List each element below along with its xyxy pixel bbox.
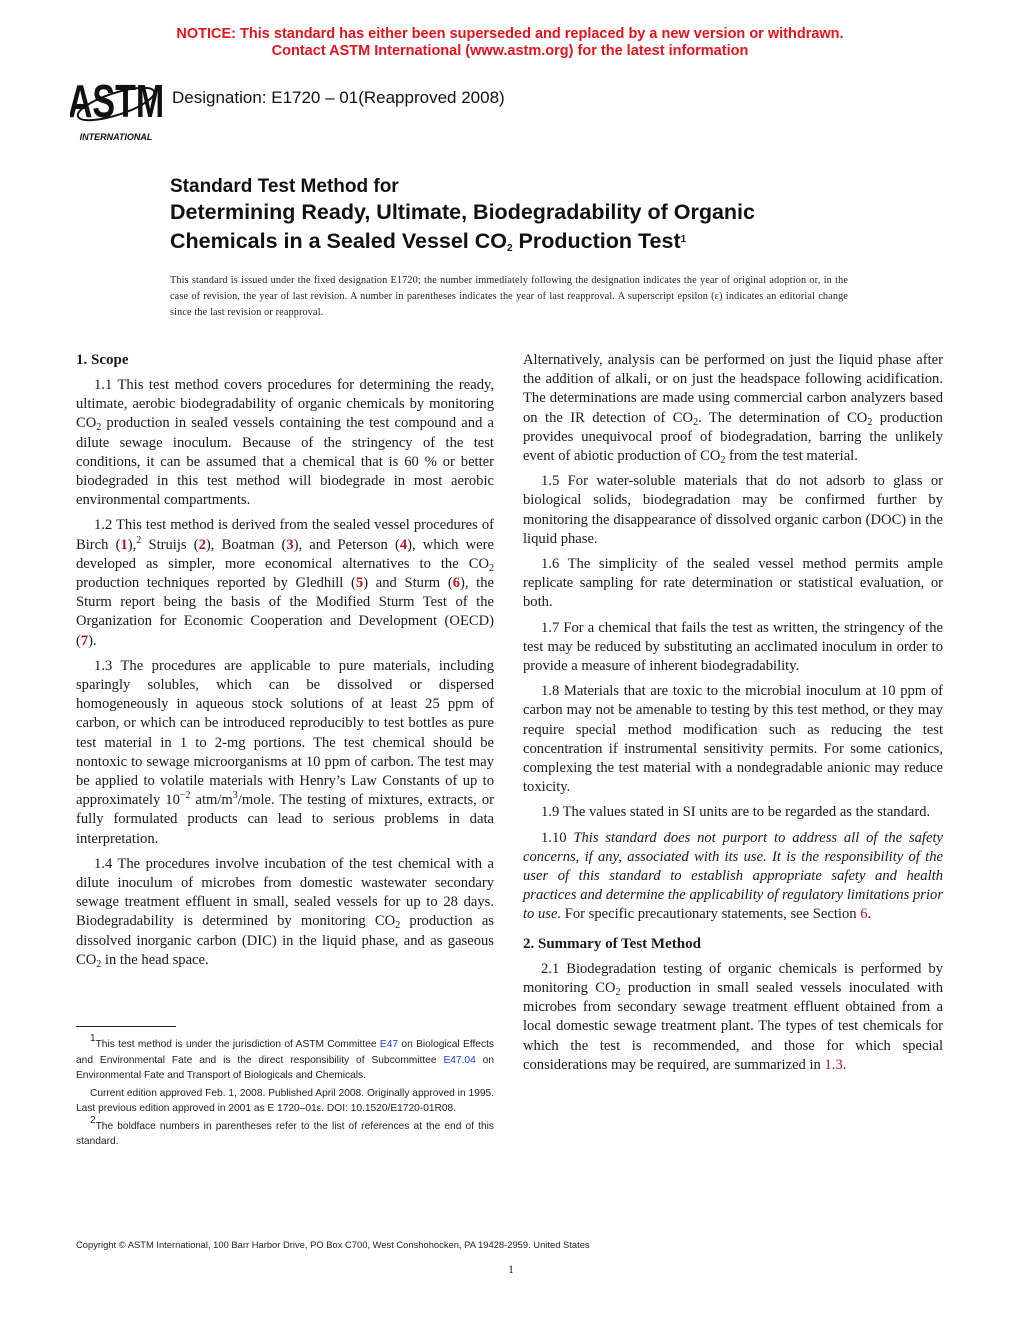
reference-link-3[interactable]: 3 — [286, 536, 294, 553]
paragraph-1-8: 1.8 Materials that are toxic to the microbial inoculum at 10 ppm of carbon may not be amenable to testing by this test method, or they may require special method modification such as reducing the test concentration if instrumental sensitivity permits. For some cationics, complexing the test material with a nondegradable anionic may reduce toxicity. — [523, 683, 943, 796]
svg-text:ASTM: ASTM — [70, 75, 162, 128]
section-1-3-link[interactable]: 1.3 — [824, 1056, 843, 1073]
paragraph-1-5: 1.5 For water-soluble materials that do not adsorb to glass or biological solids, biodegradation may be confirmed further by monitoring the disappearance of dissolved organic carbon (DOC) in the liquid phase. — [523, 473, 943, 547]
notice-line-2: Contact ASTM International (www.astm.org) for the latest information — [271, 43, 749, 59]
paragraph-2-1: 2.1 Biodegradation testing of organic chemicals is performed by monitoring $CO_2$ production in small sealed vessels inoculated with microbes from secondary sewage treatment effluent obtained from a local domestic sewage treatment plant. The types of test chemicals for which the test is recommended, and those for which special considerations may be required, are summarized in 1.3. — [523, 960, 943, 1073]
paragraph-1-6: 1.6 The simplicity of the sealed vessel method permits ample replicate sampling for rate determination or statistical evaluation, or both. — [523, 556, 943, 611]
document-title — [170, 175, 755, 256]
subcommittee-link-e47-04[interactable]: E47.04 — [443, 1054, 476, 1066]
reference-link-2[interactable]: 2 — [198, 536, 206, 553]
title-footnote-ref[interactable]: 1 — [680, 234, 687, 245]
paragraph-1-10: 1.10 This standard does not purport to address all of the safety concerns, if any, associated with its use. It is the responsibility of the user of this standard to establish appropriate safety and health practices and determine the applicability of regulatory limitations prior to use. For specific precautionary statements, see Section 6. — [523, 829, 943, 923]
copyright-notice: Copyright © ASTM International, 100 Barr Harbor Drive, PO Box C700, West Conshohocken, PA 19428-2959. United States — [76, 1239, 590, 1250]
page-number: 1 — [508, 1262, 514, 1276]
reference-link-5[interactable]: 5 — [355, 575, 364, 592]
notice-line-1: NOTICE: This standard has either been superseded and replaced by a new version or withdrawn. — [176, 26, 844, 42]
reference-link-4[interactable]: 4 — [399, 536, 408, 553]
designation: Designation: E1720 – 01(Reapproved 2008) — [172, 88, 505, 107]
paragraph-1-2: 1.2 This test method is derived from the sealed vessel procedures of Birch (1),$^2$ Struijs (2), Boatman (3), and Peterson (4), which were developed as simpler, more economical alternatives to the $CO_2$ production techniques reported by Gledhill (5) and Sturm (6), the Sturm report being the basis of the Modified Sturm Test of the Organization for Economic Cooperation and Development (OECD) (7). — [76, 517, 494, 649]
reference-link-6[interactable]: 6 — [452, 575, 460, 592]
section-heading-scope: 1. Scope — [76, 352, 129, 368]
supersession-notice — [0, 26, 1020, 60]
footnotes — [76, 1033, 495, 1152]
footnote-ref-2[interactable]: 2 — [136, 534, 142, 546]
reference-link-1[interactable]: 1 — [120, 536, 128, 553]
issuance-note: This standard is issued under the fixed designation E1720; the number immediately following the designation indicates the year of original adoption or, in the case of revision, the year of last revision. A number in parentheses indicates the year of last reapproval. A superscript epsilon (ε) indicates an editorial change since the last revision or reapproval. — [170, 275, 848, 318]
paragraph-1-4-continued: Alternatively, analysis can be performed on just the liquid phase after the addition of alkali, or on just the headspace following acidification. The determinations are made using commercial carbon analyzers based on the IR detection of $CO_2$. The determination of $CO_2$ production provides unequivocal proof of biodegradation, barring the unlikely event of abiotic production of $CO_2$ from the test material. — [523, 352, 943, 467]
footnote-divider — [76, 1026, 176, 1027]
logo-text: INTERNATIONAL — [79, 132, 153, 142]
astm-international-logo-icon — [70, 74, 162, 144]
reference-link-7[interactable]: 7 — [80, 632, 89, 649]
committee-link-e47[interactable]: E47 — [379, 1039, 399, 1050]
paragraph-1-9: 1.9 The values stated in SI units are to be regarded as the standard. — [541, 804, 931, 821]
title-line-2: Determining Ready, Ultimate, Biodegradability of Organic — [170, 200, 755, 224]
paragraph-1-7: 1.7 For a chemical that fails the test as written, the stringency of the test may be reduced by substituting an acclimated inoculum in order to provide a measure of inherent biodegradability. — [523, 619, 943, 675]
section-6-link[interactable]: 6 — [860, 906, 868, 923]
paragraph-1-3: 1.3 The procedures are applicable to pure materials, including sparingly solubles, which can be dissolved or dispersed homogeneously in aqueous stock solutions of at least 25 ppm of carbon, or which can be introduced reproducibly to test bottles as pure test material in 1 to 2-mg portions. The test chemical should be nontoxic to sewage microorganisms at 10 ppm of carbon. The test may be applied to volatile materials with Henry’s Law Constants of up to approximately $10^{-2}$ atm/$m^3$/mole. The testing of mixtures, extracts, or fully formulated products can lead to serious problems in data interpretation. — [76, 657, 494, 847]
title-line-1: Standard Test Method for — [170, 176, 399, 197]
right-column — [523, 351, 943, 1081]
footnote-1: $^1$This test method is under the jurisdiction of ASTM Committee E47 on Biological Effects and Environmental Fate and is the direct responsibility of Subcommittee E47.04 on Environmental Fate and Transport of Biologicals and Chemicals. — [76, 1033, 495, 1081]
paragraph-1-1: 1.1 This test method covers procedures for determining the ready, ultimate, aerobic biodegradability of organic chemicals by monitoring $CO_2$ production in sealed vessels containing the test compound and a dilute sewage inoculum. Because of the stringency of the test conditions, it can be assumed that a chemical that is 60 % or better biodegraded in this test method will biodegrade in most aerobic environmental compartments. — [76, 377, 494, 509]
paragraph-1-4: 1.4 The procedures involve incubation of the test chemical with a dilute inoculum of microbes from domestic wastewater secondary sewage treatment effluent in small, sealed vessels for up to 28 days. Biodegradability is determined by monitoring $CO_2$ production as dissolved inorganic carbon (DIC) in the liquid phase, and as gaseous $CO_2$ in the head space. — [76, 855, 494, 970]
section-heading-summary: 2. Summary of Test Method — [523, 935, 701, 952]
footnote-2: $^2$The boldface numbers in parentheses refer to the list of references at the end of this standard. — [76, 1114, 494, 1147]
left-column — [76, 351, 494, 976]
footnote-edition: Current edition approved Feb. 1, 2008. Published April 2008. Originally approved in 1995. Last previous edition approved in 2001 as E 1720–01ε. DOI: 10.1520/E1720-01R08. — [76, 1087, 494, 1114]
title-line-3: Chemicals in a Sealed Vessel $CO_2$ Production Test$^1$ — [170, 229, 687, 254]
